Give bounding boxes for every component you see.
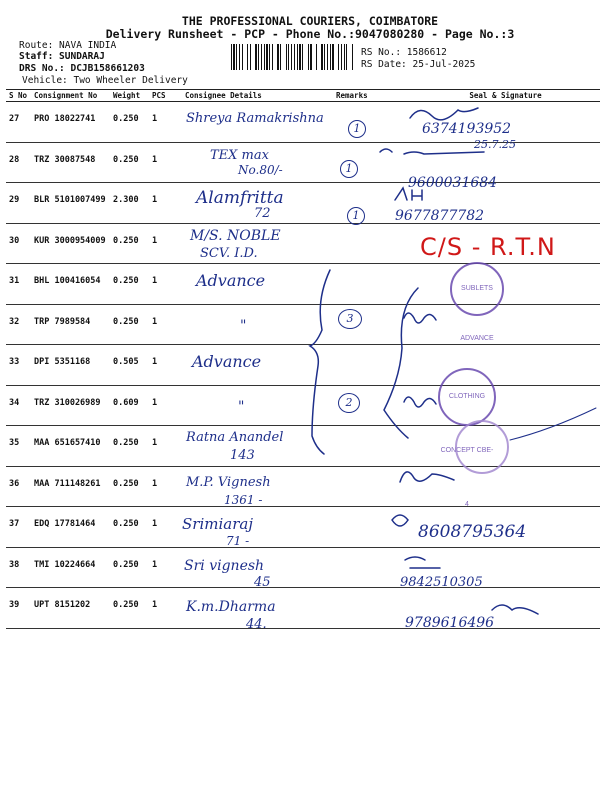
rs-date: RS Date: 25-Jul-2025	[361, 59, 476, 70]
cell-consignment: PRO 18022741	[31, 102, 110, 143]
cell-pcs: 1	[149, 223, 182, 264]
signature-33	[404, 397, 436, 407]
cell-pcs: 1	[149, 345, 182, 386]
cell-consignment: DPI 5351168	[31, 345, 110, 386]
remark-circle-29: 1	[347, 207, 365, 225]
cell-consignment: KUR 3000954009	[31, 223, 110, 264]
cell-sno: 29	[6, 183, 31, 224]
col-seal: Seal & Signature	[392, 90, 600, 102]
stamp-clothing: CLOTHING CONCEPT CBE-4	[438, 368, 496, 426]
cell-pcs: 1	[149, 547, 182, 588]
cell-pcs: 1	[149, 304, 182, 345]
consignee-28-sub: No.80/-	[238, 163, 283, 177]
col-remarks: Remarks	[333, 90, 392, 102]
signature-28	[380, 149, 484, 154]
signature-31	[404, 313, 436, 323]
consignee-29: Alamfritta	[196, 188, 284, 208]
brace-right	[384, 288, 418, 438]
col-pcs: PCS	[149, 90, 182, 102]
cell-weight: 0.250	[110, 102, 149, 143]
cell-consignment: TRZ 310026989	[31, 385, 110, 426]
diagonal-stroke	[510, 408, 596, 440]
cell-pcs: 1	[149, 588, 182, 629]
consignee-30: M/S. NOBLE	[190, 228, 281, 244]
phone-28: 9600031684	[408, 175, 498, 191]
cell-weight: 0.250	[110, 426, 149, 467]
consignee-29-sub: 72	[254, 206, 271, 221]
cell-pcs: 1	[149, 507, 182, 548]
runsheet-title: Delivery Runsheet - PCP - Phone No.:9047080280 - Page No.:3	[105, 27, 515, 41]
signature-37	[392, 515, 408, 526]
cell-consignment: TRZ 30087548	[31, 142, 110, 183]
consignee-31: Advance	[196, 271, 266, 290]
cell-weight: 0.505	[110, 345, 149, 386]
cell-sno: 33	[6, 345, 31, 386]
company-title: THE PROFESSIONAL COURIERS, COIMBATORE	[181, 14, 439, 28]
cell-sno: 31	[6, 264, 31, 305]
signature-38	[405, 557, 440, 568]
phone-29: 9677877782	[395, 208, 485, 224]
cell-pcs: 1	[149, 385, 182, 426]
cell-weight: 0.250	[110, 588, 149, 629]
consignee-30-sub: SCV. I.D.	[200, 246, 258, 261]
cell-weight: 0.250	[110, 223, 149, 264]
consignee-36: M.P. Vignesh	[186, 475, 271, 490]
cell-consignment: TRP 7989584	[31, 304, 110, 345]
col-consignment: Consignment No	[31, 90, 110, 102]
cell-sno: 37	[6, 507, 31, 548]
cell-sno: 38	[6, 547, 31, 588]
route-label: Route: NAVA INDIA	[19, 40, 117, 51]
cell-weight: 0.250	[110, 507, 149, 548]
consignee-28: TEX max	[210, 148, 269, 163]
cell-sno: 30	[6, 223, 31, 264]
cell-pcs: 1	[149, 264, 182, 305]
phone-37: 8608795364	[418, 522, 527, 542]
cell-weight: 0.250	[110, 142, 149, 183]
cell-sno: 27	[6, 102, 31, 143]
staff-label: Staff: SUNDARAJ	[19, 51, 105, 62]
cell-consignment: BHL 100416054	[31, 264, 110, 305]
signature-27	[410, 108, 478, 120]
col-sno: S No	[6, 90, 31, 102]
consignee-38-sub: 45	[254, 575, 271, 590]
consignee-32: "	[240, 318, 247, 334]
cell-consignment: MAA 651657410	[31, 426, 110, 467]
cell-sno: 32	[6, 304, 31, 345]
cell-consignment: UPT 8151202	[31, 588, 110, 629]
remark-circle-33: 2	[338, 393, 360, 413]
signature-36	[400, 472, 454, 482]
signature-29	[395, 188, 422, 200]
cell-consignment: BLR 5101007499	[31, 183, 110, 224]
cell-weight: 0.250	[110, 547, 149, 588]
consignee-35-sub: 143	[230, 448, 255, 463]
remark-circle-27: 1	[348, 120, 366, 138]
stamp-sublets: SUBLETS ADVANCE	[450, 262, 504, 316]
phone-27: 6374193952	[422, 121, 512, 137]
consignee-33: Advance	[192, 352, 262, 371]
phone-39: 9789616496	[405, 615, 495, 631]
cell-weight: 2.300	[110, 183, 149, 224]
consignee-39-sub: 44.	[246, 617, 267, 632]
cell-sno: 35	[6, 426, 31, 467]
cell-pcs: 1	[149, 142, 182, 183]
date-27: 25.7.25	[474, 138, 516, 151]
col-consignee: Consignee Details	[182, 90, 333, 102]
consignee-27: Shreya Ramakrishna	[186, 111, 324, 126]
cell-consignment: TMI 10224664	[31, 547, 110, 588]
consignee-37: Srimiaraj	[182, 515, 253, 533]
cell-consignment: EDQ 17781464	[31, 507, 110, 548]
rs-number: RS No.: 1586612	[361, 47, 447, 58]
cell-weight: 0.250	[110, 264, 149, 305]
consignee-34: "	[238, 399, 245, 415]
consignee-38: Sri vignesh	[184, 558, 265, 574]
phone-38: 9842510305	[400, 575, 483, 590]
rtn-note: C/S - R.T.N	[420, 233, 556, 261]
cell-pcs: 1	[149, 183, 182, 224]
cell-pcs: 1	[149, 426, 182, 467]
remark-circle-31: 3	[338, 309, 362, 329]
cell-weight: 0.250	[110, 304, 149, 345]
col-weight: Weight	[110, 90, 149, 102]
cell-weight: 0.609	[110, 385, 149, 426]
cell-weight: 0.250	[110, 466, 149, 507]
brace-left	[310, 270, 330, 454]
consignee-37-sub: 71 -	[226, 534, 250, 548]
cell-sno: 28	[6, 142, 31, 183]
consignee-36-sub: 1361 -	[224, 493, 263, 507]
cell-sno: 34	[6, 385, 31, 426]
cell-pcs: 1	[149, 102, 182, 143]
vehicle-label: Vehicle: Two Wheeler Delivery	[22, 75, 188, 86]
cell-consignment: MAA 711148261	[31, 466, 110, 507]
cell-sno: 39	[6, 588, 31, 629]
signature-39	[492, 605, 538, 614]
consignee-35: Ratna Anandel	[186, 430, 284, 445]
cell-sno: 36	[6, 466, 31, 507]
consignee-39: K.m.Dharma	[186, 599, 276, 615]
drs-number: DRS No.: DCJB158661203	[19, 63, 145, 74]
remark-circle-28: 1	[340, 160, 358, 178]
cell-pcs: 1	[149, 466, 182, 507]
